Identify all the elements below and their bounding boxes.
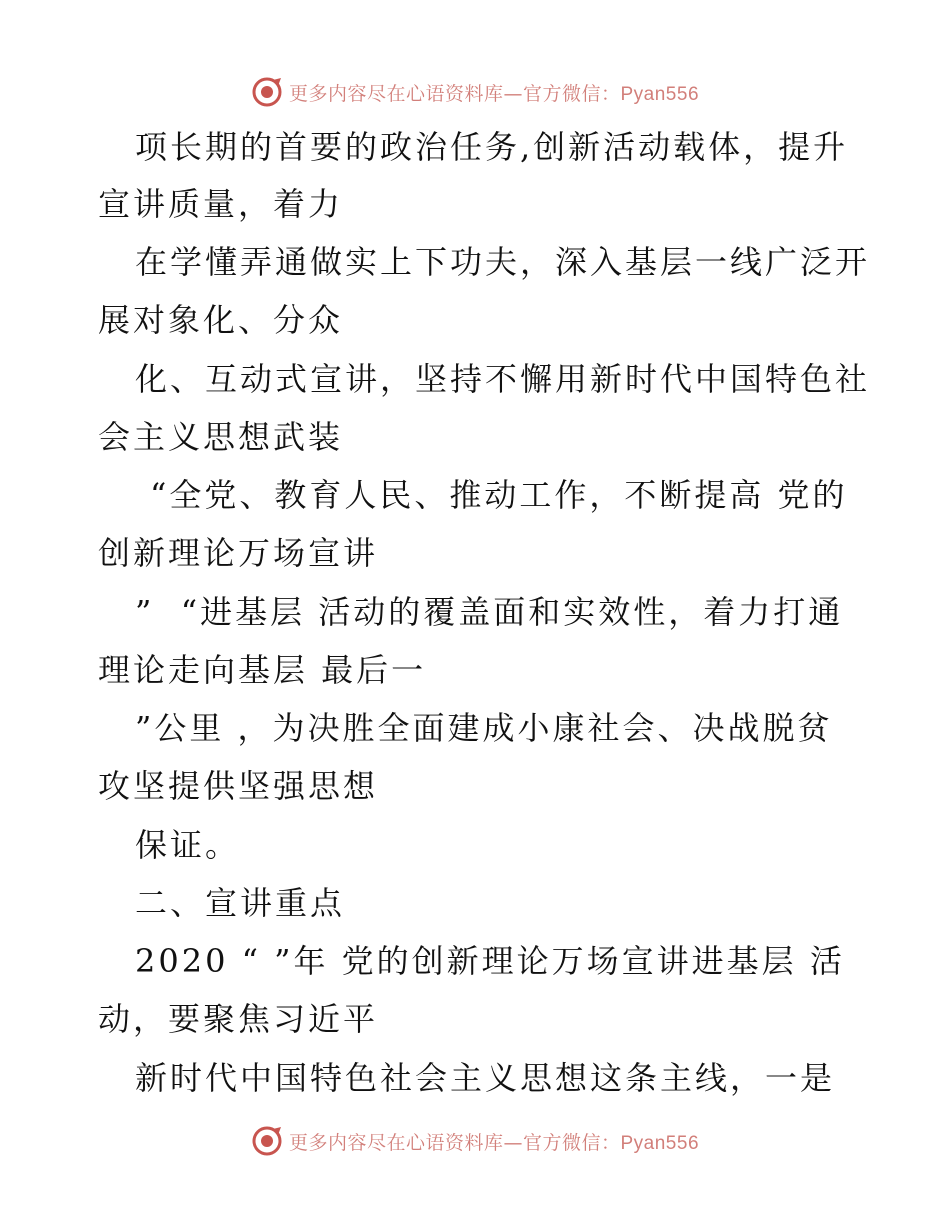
footer-watermark	[0, 1121, 950, 1161]
body-line: 攻坚提供坚强思想	[98, 767, 379, 805]
body-line: 项长期的首要的政治任务,创新活动载体，提升	[135, 128, 849, 166]
body-line: 宣讲质量，着力	[98, 185, 344, 223]
body-line: 会主义思想武装	[98, 418, 344, 456]
body-line: ”公里 ，为决胜全面建成小康社会、决战脱贫	[135, 709, 833, 747]
section-heading: 二、宣讲重点	[135, 884, 346, 922]
watermark-text: 更多内容尽在心语资料库—官方微信：Pyan556	[288, 82, 700, 105]
body-line: 化、互动式宣讲，坚持不懈用新时代中国特色社	[135, 360, 871, 398]
watermark-text: 更多内容尽在心语资料库—官方微信：Pyan556	[288, 1131, 700, 1154]
body-line: 动，要聚焦习近平	[98, 1000, 379, 1038]
body-line: 展对象化、分众	[98, 301, 344, 339]
body-line: “全党、教育人民、推动工作，不断提高 党的	[150, 476, 848, 514]
body-line: ” “进基层 活动的覆盖面和实效性，着力打通	[135, 593, 844, 631]
body-line: 理论走向基层 最后一	[98, 651, 427, 689]
body-line: 创新理论万场宣讲	[98, 534, 379, 572]
body-line: 在学懂弄通做实上下功夫，深入基层一线广泛开	[135, 243, 871, 281]
watermark-logo-icon	[251, 1125, 283, 1157]
body-line: 保证。	[135, 826, 241, 864]
body-line: 新时代中国特色社会主义思想这条主线，一是	[135, 1059, 836, 1097]
body-line: 2020 “ ”年 党的创新理论万场宣讲进基层 活	[135, 942, 845, 980]
